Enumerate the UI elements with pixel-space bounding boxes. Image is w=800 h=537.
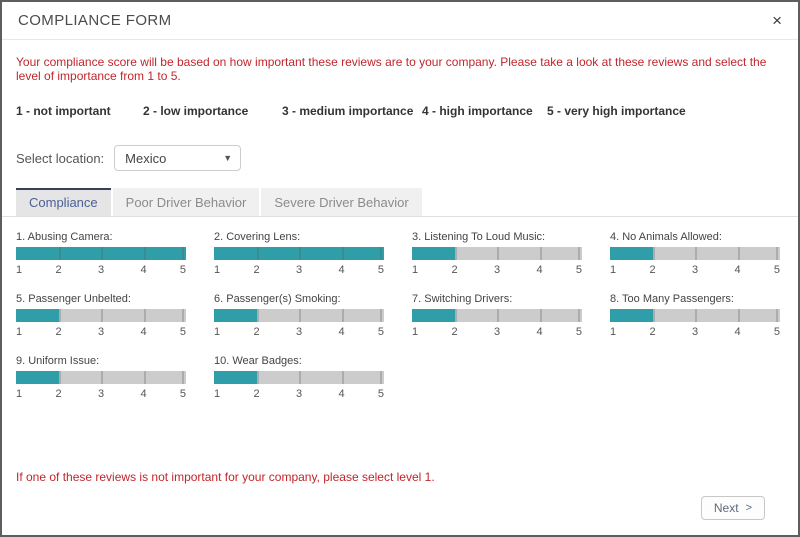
slider-track[interactable] [412,309,582,322]
slider-scale-number: 3 [691,326,699,338]
slider [412,231,582,278]
slider-tick [653,309,655,322]
slider-tick [380,371,382,384]
slider-scale-number: 2 [649,264,656,276]
tab-severe-driver-behavior[interactable]: Severe Driver Behavior [261,188,421,216]
slider-tick [776,247,778,260]
slider-tick [144,371,146,384]
slider-tick [182,309,184,322]
slider-scale-number: 4 [140,326,147,338]
slider-scale-number: 2 [649,326,656,338]
legend-item: 4 - high importance [422,104,533,118]
slider-tick [497,309,499,322]
legend-item: 5 - very high importance [547,104,686,118]
location-dropdown-value: Mexico [125,150,167,166]
slider-tick [342,247,344,260]
slider-scale-number: 1 [412,326,419,338]
slider-tick [342,371,344,384]
slider-tick [342,309,344,322]
slider-tick [144,247,146,260]
next-button-label: Next [713,501,739,515]
slider-scale-number: 5 [377,264,384,276]
slider-scale-number: 3 [493,264,501,276]
importance-legend [2,104,798,118]
slider-track[interactable] [16,309,186,322]
tab-poor-driver-behavior[interactable]: Poor Driver Behavior [113,188,260,216]
slider [412,293,582,340]
slider-scale-number: 2 [55,388,62,400]
slider-tick [540,247,542,260]
slider-track[interactable] [16,371,186,384]
slider-tick [101,247,103,260]
slider-tick [182,247,184,260]
close-icon[interactable]: × [772,11,782,30]
slider-scale-number: 5 [179,264,186,276]
slider-scale-number: 2 [55,264,62,276]
slider-tick [578,309,580,322]
slider-fill[interactable] [610,309,653,322]
slider-scale-number: 5 [773,326,780,338]
slider-scale [214,388,384,402]
slider-scale-number: 3 [97,326,105,338]
slider-scale-number: 1 [16,326,23,338]
slider-fill[interactable] [610,247,653,260]
slider-scale-number: 2 [253,388,260,400]
slider-scale-number: 3 [97,264,105,276]
slider-tick [257,247,259,260]
slider-scale [16,388,186,402]
slider-track[interactable] [610,247,780,260]
slider [214,293,384,340]
slider-tick [653,247,655,260]
slider [214,231,384,278]
location-label: Select location: [16,150,105,166]
slider-scale-number: 1 [610,326,617,338]
slider-scale-number: 1 [214,388,221,400]
slider-scale-number: 5 [773,264,780,276]
slider-tick [101,371,103,384]
location-dropdown[interactable] [114,145,241,171]
slider-label: 10. Wear Badges: [214,355,302,367]
slider-fill[interactable] [214,309,257,322]
dialog-title: COMPLIANCE FORM [18,12,172,29]
slider [610,231,780,278]
chevron-down-icon: ▼ [223,153,233,163]
slider-scale-number: 4 [536,326,543,338]
location-row [2,145,798,171]
slider-scale-number: 3 [493,326,501,338]
slider-scale-number: 3 [295,264,303,276]
slider-track[interactable] [214,247,384,260]
slider-label: 8. Too Many Passengers: [610,293,734,305]
slider-scale-number: 4 [734,326,741,338]
slider-scale-number: 2 [55,326,62,338]
slider-scale-number: 1 [214,326,221,338]
slider-scale-number: 1 [16,388,23,400]
slider-tick [299,371,301,384]
slider-scale-number: 5 [575,326,582,338]
slider-track[interactable] [214,371,384,384]
slider-scale-number: 2 [253,264,260,276]
slider-scale-number: 1 [610,264,617,276]
slider-label: 5. Passenger Unbelted: [16,293,131,305]
slider-fill[interactable] [412,247,455,260]
slider [214,355,384,402]
slider-scale-number: 5 [179,388,186,400]
slider-scale [412,326,582,340]
slider-track[interactable] [16,247,186,260]
slider-tick [144,309,146,322]
slider-tick [455,309,457,322]
tab-compliance[interactable]: Compliance [16,188,111,216]
slider-scale [214,326,384,340]
slider-scale-number: 4 [140,388,147,400]
slider-tick [738,309,740,322]
slider-tick [59,247,61,260]
slider-scale [610,264,780,278]
slider-scale [412,264,582,278]
slider-label: 9. Uniform Issue: [16,355,100,367]
slider-tick [540,309,542,322]
slider-tick [299,309,301,322]
slider-tick [695,309,697,322]
legend-item: 2 - low importance [143,104,249,118]
slider-label: 1. Abusing Camera: [16,231,113,243]
slider-tick [257,371,259,384]
slider-tick [101,309,103,322]
chevron-right-icon: > [745,502,752,514]
slider-tick [776,309,778,322]
slider-scale-number: 4 [338,388,345,400]
slider-label: 6. Passenger(s) Smoking: [214,293,341,305]
slider-scale [214,264,384,278]
instruction-text-bottom: If one of these reviews is not important for your company, please select level 1. [16,470,435,484]
slider-tick [59,309,61,322]
slider-tick [59,371,61,384]
slider-fill[interactable] [214,371,257,384]
next-button[interactable] [701,496,765,520]
slider-tick [455,247,457,260]
slider-tick [578,247,580,260]
slider-tick [380,247,382,260]
slider [610,293,780,340]
slider-scale-number: 1 [16,264,23,276]
slider-tick [182,371,184,384]
slider-scale-number: 4 [338,326,345,338]
slider-label: 4. No Animals Allowed: [610,231,722,243]
slider-label: 2. Covering Lens: [214,231,301,243]
slider-scale-number: 1 [412,264,419,276]
slider-scale-number: 3 [295,388,303,400]
slider-scale-number: 2 [451,264,458,276]
slider-scale-number: 2 [451,326,458,338]
slider-tick [299,247,301,260]
slider [16,293,186,340]
slider-scale [610,326,780,340]
slider-scale-number: 5 [575,264,582,276]
tab-bar [2,188,798,217]
slider-scale [16,264,186,278]
slider-fill[interactable] [16,371,59,384]
slider-scale-number: 5 [377,326,384,338]
slider-scale-number: 3 [295,326,303,338]
dialog-titlebar [2,2,798,40]
slider-scale-number: 1 [214,264,221,276]
slider-scale-number: 2 [253,326,260,338]
slider-label: 7. Switching Drivers: [412,293,513,305]
slider-scale-number: 4 [140,264,147,276]
instruction-text-top: Your compliance score will be based on how important these reviews are to your company. Please take a look at these reviews and select the level of importance from 1 to 5. [16,55,767,83]
slider-scale-number: 4 [536,264,543,276]
slider-scale-number: 5 [179,326,186,338]
legend-item: 3 - medium importance [282,104,414,118]
slider-tick [257,309,259,322]
slider [16,231,186,278]
slider-scale-number: 3 [97,388,105,400]
legend-item: 1 - not important [16,104,111,118]
slider-scale-number: 4 [734,264,741,276]
slider [16,355,186,402]
slider-tick [695,247,697,260]
slider-tick [497,247,499,260]
slider-label: 3. Listening To Loud Music: [412,231,546,243]
slider-track[interactable] [610,309,780,322]
slider-fill[interactable] [412,309,455,322]
slider-scale-number: 4 [338,264,345,276]
slider-scale-number: 3 [691,264,699,276]
dialog-footer [2,496,798,520]
slider-tick [738,247,740,260]
slider-track[interactable] [214,309,384,322]
slider-tick [380,309,382,322]
sliders-grid [2,231,798,402]
slider-scale-number: 5 [377,388,384,400]
slider-fill[interactable] [16,309,59,322]
slider-scale [16,326,186,340]
slider-track[interactable] [412,247,582,260]
